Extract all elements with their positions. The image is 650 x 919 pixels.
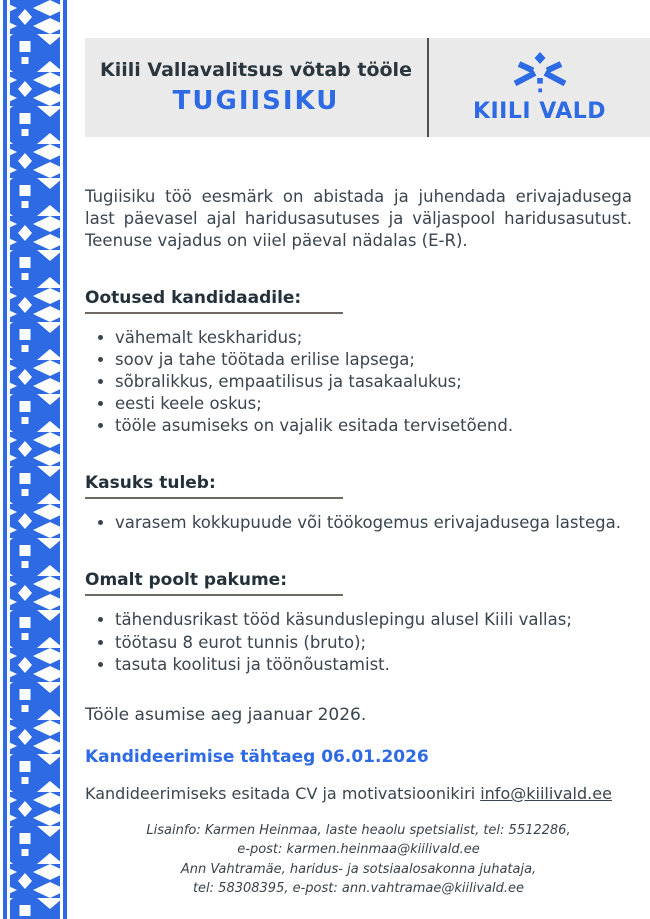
footer-line: tel: 58308395, e-post: ann.vahtramae@kiilivald.ee <box>192 881 525 897</box>
kiili-vald-logo-icon <box>510 52 570 96</box>
bullet-item: • vähemalt keskharidus; <box>115 327 632 349</box>
estonian-pattern-border-icon <box>0 0 70 919</box>
footer-line: Lisainfo: Karmen Heinmaa, laste heaolu spetsialist, tel: 5512286, <box>146 822 571 838</box>
position-title: TUGIISIKU <box>172 86 340 116</box>
content <box>85 186 632 899</box>
job-section <box>85 473 632 534</box>
apply-text: Kandideerimiseks esitada CV ja motivatsioonikiri <box>85 783 481 803</box>
bullet-item: • sõbralikkus, empaatilisus ja tasakaalukus; <box>115 371 632 393</box>
section-heading: Ootused kandidaadile: <box>85 288 343 314</box>
intro-paragraph: Tugiisiku töö eesmärk on abistada ja juhendada erivajadusega last päevasel ajal haridusasutuses ja väljaspool haridusasutust. Teenuse vajadus on viiel päeval nädalas (E-R). <box>85 187 632 250</box>
job-section <box>85 570 632 675</box>
bullet-item: • tähendusrikast tööd käsunduslepingu alusel Kiili vallas; <box>115 609 632 631</box>
start-date-note: Tööle asumise aeg jaanuar 2026. <box>85 704 367 725</box>
logo-text: KIILI VALD <box>472 98 607 124</box>
bullet-item: • töötasu 8 eurot tunnis (bruto); <box>115 632 632 654</box>
bullet-item: • tööle asumiseks on vajalik esitada tervisetõend. <box>115 415 632 437</box>
header <box>85 38 650 137</box>
bullet-item: • tasuta koolitusi ja töönõustamist. <box>115 654 632 676</box>
bullet-item: • eesti keele oskus; <box>115 393 632 415</box>
footer-line: Ann Vahtramäe, haridus- ja sotsiaalosakonna juhataja, <box>180 861 537 877</box>
logo-box <box>429 38 650 137</box>
employer-line: Kiili Vallavalitsus võtab tööle <box>100 59 412 81</box>
footer-line: e-post: karmen.heinmaa@kiilivald.ee <box>237 842 480 858</box>
title-box <box>85 38 427 137</box>
bullet-item: • soov ja tahe töötada erilise lapsega; <box>115 349 632 371</box>
section-heading: Kasuks tuleb: <box>85 473 343 499</box>
email-link[interactable]: info@kiilivald.ee <box>480 783 612 803</box>
application-deadline: Kandideerimise tähtaeg 06.01.2026 <box>85 746 429 767</box>
bullet-list <box>85 327 632 438</box>
section-heading: Omalt poolt pakume: <box>85 570 343 596</box>
contact-footer <box>85 821 632 899</box>
job-section <box>85 288 632 438</box>
bullet-item: • varasem kokkupuude või töökogemus erivajadusega lastega. <box>115 512 632 534</box>
bullet-list <box>85 512 632 534</box>
sections <box>85 288 632 676</box>
bullet-list <box>85 609 632 675</box>
apply-instructions <box>85 784 632 803</box>
